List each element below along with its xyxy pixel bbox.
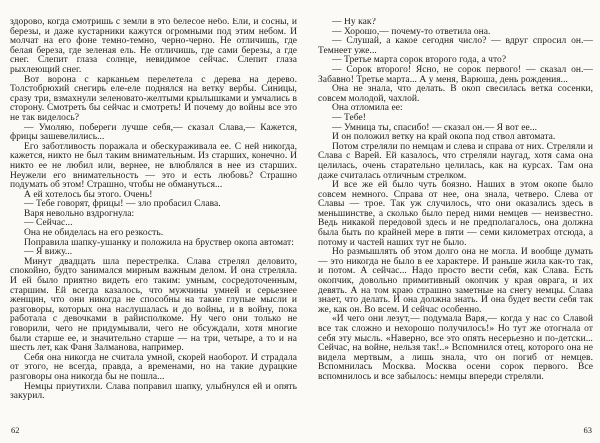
paragraph: Она не обиделась на его резкость. [24,228,164,239]
paragraph: Поправила шапку-ушанку и положила на бруствер окопа автомат: [24,237,294,248]
paragraph: — Умница ты, спасибо! — сказал он.— Я вот ее... [332,122,538,133]
page-number-left: 62 [11,425,20,435]
paragraph: — Сорок второго! Ясно, не сорок первого! — сказал он.— Забавно! Третье марта... А у меня, Варюша, день рождения... [318,64,593,85]
paragraph: — Я вижу... [24,247,73,258]
paragraph: — Тебе говорят, фрицы! — зло пробасил Слава. [24,199,221,210]
paragraph: «И чего они лезут,— подумала Варя,— когда у нас со Славой все так сложно и нехорошо получилось!» Но тут же отогнала от себя эту мысль. «Наверно, все это опять несерьезно и по-детски... Сейчас, на войне, нельзя так!..» Вспомнился отец, которого она не видела мертвым, а лишь знала, что он погиб от немцев. Вспомнилась Москва. Москва осени сорок первого. Все вспомнилось и все забылось: немцы впереди стреляли. [318,314,593,382]
paragraph: Минут двадцать шла перестрелка. Слава стрелял деловито, спокойно, будто занимался мирным важным делом. И она стреляла. И ей было приятно видеть его таким: умным, сосредоточенным, старшим. Ей всегда казалось, что мужчины умней и серьезнее женщин, что они никогда не способны на такие глупые мысли и разговоры, которых она наслушалась и до войны, и в войну, пока работала с девочками в райисполкоме. Ну чего они только не говорили, чего не придумывали, чего не обсуждали, хотя многие были старше ее, и значительно старше — на три, четыре, а то и на шесть лет, как Фаня Залманова, например. [10,256,297,354]
paragraph: — Умоляю, побереги лучше себя,— сказал Слава,— Кажется, фрицы зашевелились... [10,122,297,143]
paragraph: Вот ворона с карканьем перелетела с дерева на дерево. Толстобрюхий снегирь еле-еле поднялся на ветку вербы. Синицы, сразу три, взмахнули зеленовато-желтыми крылышками и умчались в сторону. Смотреть бы сейчас и смотреть! И почему до войны все это не так виделось? [10,74,297,123]
paragraph: Варя невольно вздрогнула: [24,208,135,219]
page-left [10,0,297,443]
paragraph: И он положил ветку на край окопа под ствол автомата. [332,132,556,143]
paragraph: И все же ей было чуть боязно. Наших в этом окопе было совсем немного. Справа от нее, она знала, четверо. Слева от Славы — трое. Так уж случилось, что они оказались здесь в меньшинстве, а сколько было перед ними немцев — неизвестно. Ведь никакой передовой здесь и не предполагалось, она должна была быть по крайней мере в пяти — семи километрах отсюда, а потому и частей наших тут не было. [318,180,593,248]
paragraph: Себя она никогда не считала умной, скорей наоборот. И страдала от этого, не всегда, правда, а временами, но на такие дурацкие разговоры она никогда бы не пошла... [10,352,297,382]
page-left-text [10,18,297,422]
page-right [318,0,593,443]
paragraph: Его заботливость поражала и обескураживала ее. С ней никогда, кажется, никто не был таким внимательным. Из старших, конечно. И никто ее не любил или, вернее, не влюблялся в нее из старших. Неужели его внимательность — это и есть любовь? Страшно подумать об этом! Страшно, чтобы не обмануться... [10,141,297,191]
paragraph: — Тебе! [332,112,366,123]
paragraph: Она не знала, что делать. В окоп свесилась ветка сосенки, совсем молодой, чахлой. [318,84,593,104]
paragraph: — Слушай, а какое сегодня число? — вдруг спросил он.— Темнеет уже... [318,36,593,56]
page-number-right: 63 [583,425,592,435]
paragraph: Но размышлять об этом долго она не могла. И вообще думать — это никогда не было в ее характере. И раньше жила как-то так, и потом. А сейчас... Надо просто вести себя, как Слава. Есть окопчик, довольно примитивный окопчик у края оврага, и их девять. А на том краю страшно заметные на снегу немцы. Слава знает, что делать. И она должна знать. И она будет вести себя так же, как он. Во всем. И сейчас особенно. [318,247,593,315]
paragraph: — Хорошо,— почему-то ответила она. [332,26,491,37]
paragraph: здорово, когда смотришь с земли в это белесое небо. Ели, и сосны, и березы, и даже кустарники кажутся огромными под этим небом. И молчат на его фоне темно-темно, черно-черно. Не отличишь, где белая береза, где зеленая ель. Не отличишь, где сами березы, а где снег. Слепит глаза солнце, невидимое сейчас. Слепит глаза рыхлеющий снег. [10,18,297,75]
paragraph: Немцы приутихли. Слава поправил шапку, улыбнулся ей и опять закурил. [10,381,297,402]
paragraph: Потом стреляли по немцам и слева и справа от них. Стреляли и Слава с Варей. Ей казалось, что стреляли наугад, хотя сама она целилась, очень старательно целилась, как на курсах. Там она даже считалась отличным стрелком. [318,141,593,181]
page-right-text [318,18,593,422]
paragraph: Она отломила ее: [332,103,403,114]
paragraph: А ей хотелось бы этого. Очень! [24,189,153,200]
paragraph: — Сейчас... [24,218,73,229]
paragraph: — Третье марта сорок второго года, а что? [332,55,507,66]
paragraph: — Ну как? [332,18,376,27]
